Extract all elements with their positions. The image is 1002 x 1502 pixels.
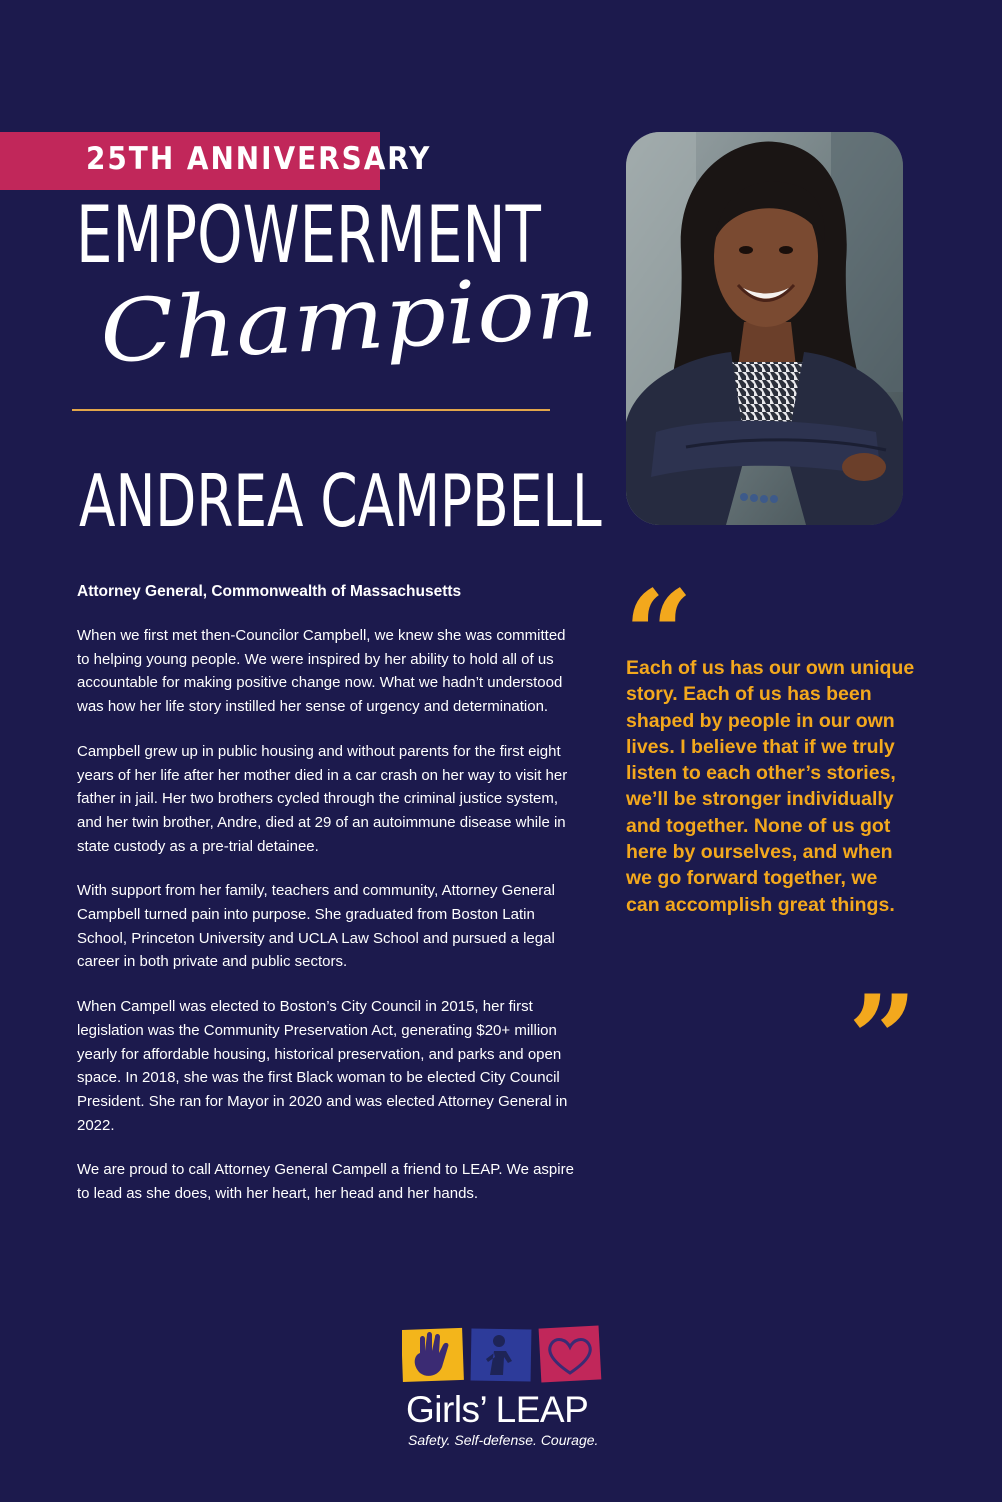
bio-paragraph: When Campell was elected to Boston’s City Council in 2015, her first legislation was the Community Preservation Act, generating $20+ million yearly for affordable housing, historical preservation, and parks and open space. In 2018, she was the first Black woman to be elected City Council President. She ran for Mayor in 2020 and was elected Attorney General in 2022. xyxy=(77,998,568,1134)
bio-paragraph: We are proud to call Attorney General Campell a friend to LEAP. We aspire to lead as she does, with her heart, her head and her hands. xyxy=(77,1161,574,1203)
bio-paragraph: When we first met then-Councilor Campbell, we knew she was committed to helping young people. We were inspired by her ability to hold all of us accountable for making positive change now. What we hadn’t understood was how her life story instilled her sense of urgency and determination. xyxy=(77,627,566,716)
logo-tagline: Safety. Self-defense. Courage. xyxy=(408,1432,599,1448)
anniversary-label: 25TH ANNIVERSARY xyxy=(86,141,432,177)
portrait-photo xyxy=(626,132,903,525)
honoree-name: ANDREA CAMPBELL xyxy=(79,459,602,543)
bio-title: Attorney General, Commonwealth of Massachusetts xyxy=(77,583,462,600)
portrait-illustration xyxy=(626,132,903,525)
girls-leap-logo xyxy=(402,1325,612,1455)
title-main: EMPOWERMENT xyxy=(76,191,541,281)
close-quote-mark: ” xyxy=(848,969,918,1110)
logo-tiles-icon xyxy=(402,1325,602,1385)
bio-paragraph: With support from her family, teachers and community, Attorney General Campbell turned pain into purpose. She graduated from Boston Latin School, Princeton University and UCLA Law School and pursued a legal career in both private and public sectors. xyxy=(77,882,555,971)
open-quote-mark: “ xyxy=(624,564,694,705)
bio-section xyxy=(77,580,577,1227)
pull-quote: Each of us has our own unique story. Each of us has been shaped by people in our own lives. I believe that if we truly listen to each other’s stories, we’ll be stronger individually and together. None of us got here by ourselves, and when we go forward together, we can accomplish great things. xyxy=(626,657,915,916)
title-divider xyxy=(72,409,550,411)
bio-paragraph: Campbell grew up in public housing and without parents for the first eight years of her life after her mother died in a car crash on her way to visit her father in jail. Her two brothers cycled through the criminal justice system, and her twin brother, Andre, died at 29 of an autoimmune disease while in state custody as a pre-trial detainee. xyxy=(77,742,568,855)
title-script: Champion xyxy=(97,256,600,383)
logo-name: Girls’ LEAP xyxy=(406,1389,589,1430)
